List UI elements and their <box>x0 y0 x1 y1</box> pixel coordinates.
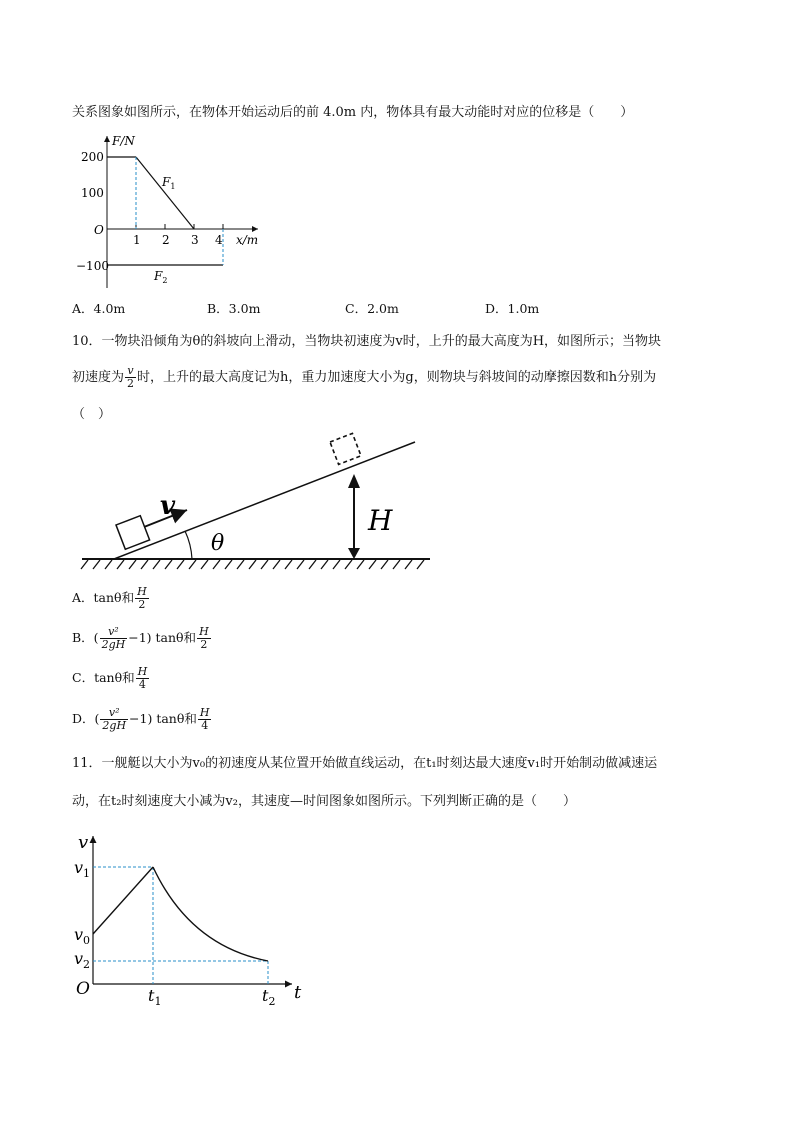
q9-x-label: x/m <box>236 233 259 247</box>
q10-option-c[interactable]: C．tanθ和 $\frac{H}{4}$ <box>72 665 148 691</box>
q10-line1: 10．一物块沿倾角为θ的斜坡向上滑动，当物块初速度为v时，上升的最大高度为H，如图所示；当物块 <box>72 334 662 349</box>
q10-incline-figure <box>78 432 438 582</box>
q11-v1-label: $v_1$ <box>74 858 91 880</box>
q11-v0-label: $v_0$ <box>74 925 91 947</box>
q9-option-d[interactable]: D．1.0m <box>485 301 540 316</box>
q9-tick-x2: 2 <box>162 233 170 247</box>
q11-accel-line <box>93 867 153 934</box>
q9-tick-neg100: −100 <box>76 259 109 273</box>
q11-t2-label: $t_2$ <box>262 986 276 1006</box>
q11-velocity-time-graph <box>70 826 320 1006</box>
q9-tick-x1: 1 <box>133 233 141 247</box>
q11-v2-label: $v_2$ <box>74 949 91 971</box>
q11-origin: O <box>76 979 90 999</box>
q11-t1-label: $t_1$ <box>148 986 162 1006</box>
q11-decel-curve <box>153 867 268 961</box>
q10-option-d[interactable]: D．( $\frac{\text{v²}}{2gH}$ −1) tanθ和 $\frac{H}{4}$ <box>72 706 210 732</box>
q9-origin: O <box>94 223 104 237</box>
q9-text: 关系图象如图所示，在物体开始运动后的前 4.0m 内，物体具有最大动能时对应的位移是（ ） <box>72 105 634 120</box>
q9-tick-x4: 4 <box>215 233 223 247</box>
q10-theta-label: θ <box>211 531 225 556</box>
q10-block-dashed <box>330 433 361 464</box>
q10-option-a[interactable]: A．tanθ和 $\frac{H}{2}$ <box>72 585 147 611</box>
q9-option-b[interactable]: B．3.0m <box>207 301 261 316</box>
q10-h-label: H <box>368 504 393 537</box>
q9-tick-200: 200 <box>81 150 104 164</box>
q10-height-arrow-up <box>348 474 360 488</box>
q10-option-b[interactable]: B．( $\frac{\text{v²}}{2gH}$ −1) tanθ和 $\frac{H}{2}$ <box>72 625 209 651</box>
q11-line2: 动，在t₂时刻速度大小减为v₂，其速度—时间图象如图所示。下列判断正确的是（ ） <box>72 794 576 809</box>
q10-ground-hatching <box>81 560 424 569</box>
q10-angle-arc <box>185 531 192 559</box>
q11-line1: 11．一舰艇以大小为v₀的初速度从某位置开始做直线运动，在t₁时刻达最大速度v₁时开始制动做减速运 <box>72 756 658 771</box>
q10-frac-v-over-2: $\frac{v}{2}$ <box>127 364 135 390</box>
q9-f1-slope <box>136 157 194 229</box>
q9-f1-label: $F_1$ <box>162 175 176 191</box>
q10-height-arrow-down <box>348 548 360 559</box>
q9-option-c[interactable]: C．2.0m <box>345 301 399 316</box>
q9-f2-label: $F_2$ <box>154 269 168 285</box>
q10-block <box>116 516 150 550</box>
q10-line2: 初速度为 $\frac{v}{2}$ 时，上升的最大高度记为h，重力加速度大小为g，则物块与斜坡间的动摩擦因数和h分别为 <box>72 364 657 390</box>
q11-y-label: v <box>78 832 89 853</box>
q10-v-label: v <box>160 491 176 521</box>
q9-force-graph <box>70 128 270 288</box>
q9-tick-100: 100 <box>81 186 104 200</box>
q9-tick-x3: 3 <box>191 233 199 247</box>
q11-x-label: t <box>294 982 302 1003</box>
q9-option-a[interactable]: A．4.0m <box>72 301 126 316</box>
q9-y-label: F/N <box>112 134 135 148</box>
q10-line3: （ ） <box>72 407 112 422</box>
